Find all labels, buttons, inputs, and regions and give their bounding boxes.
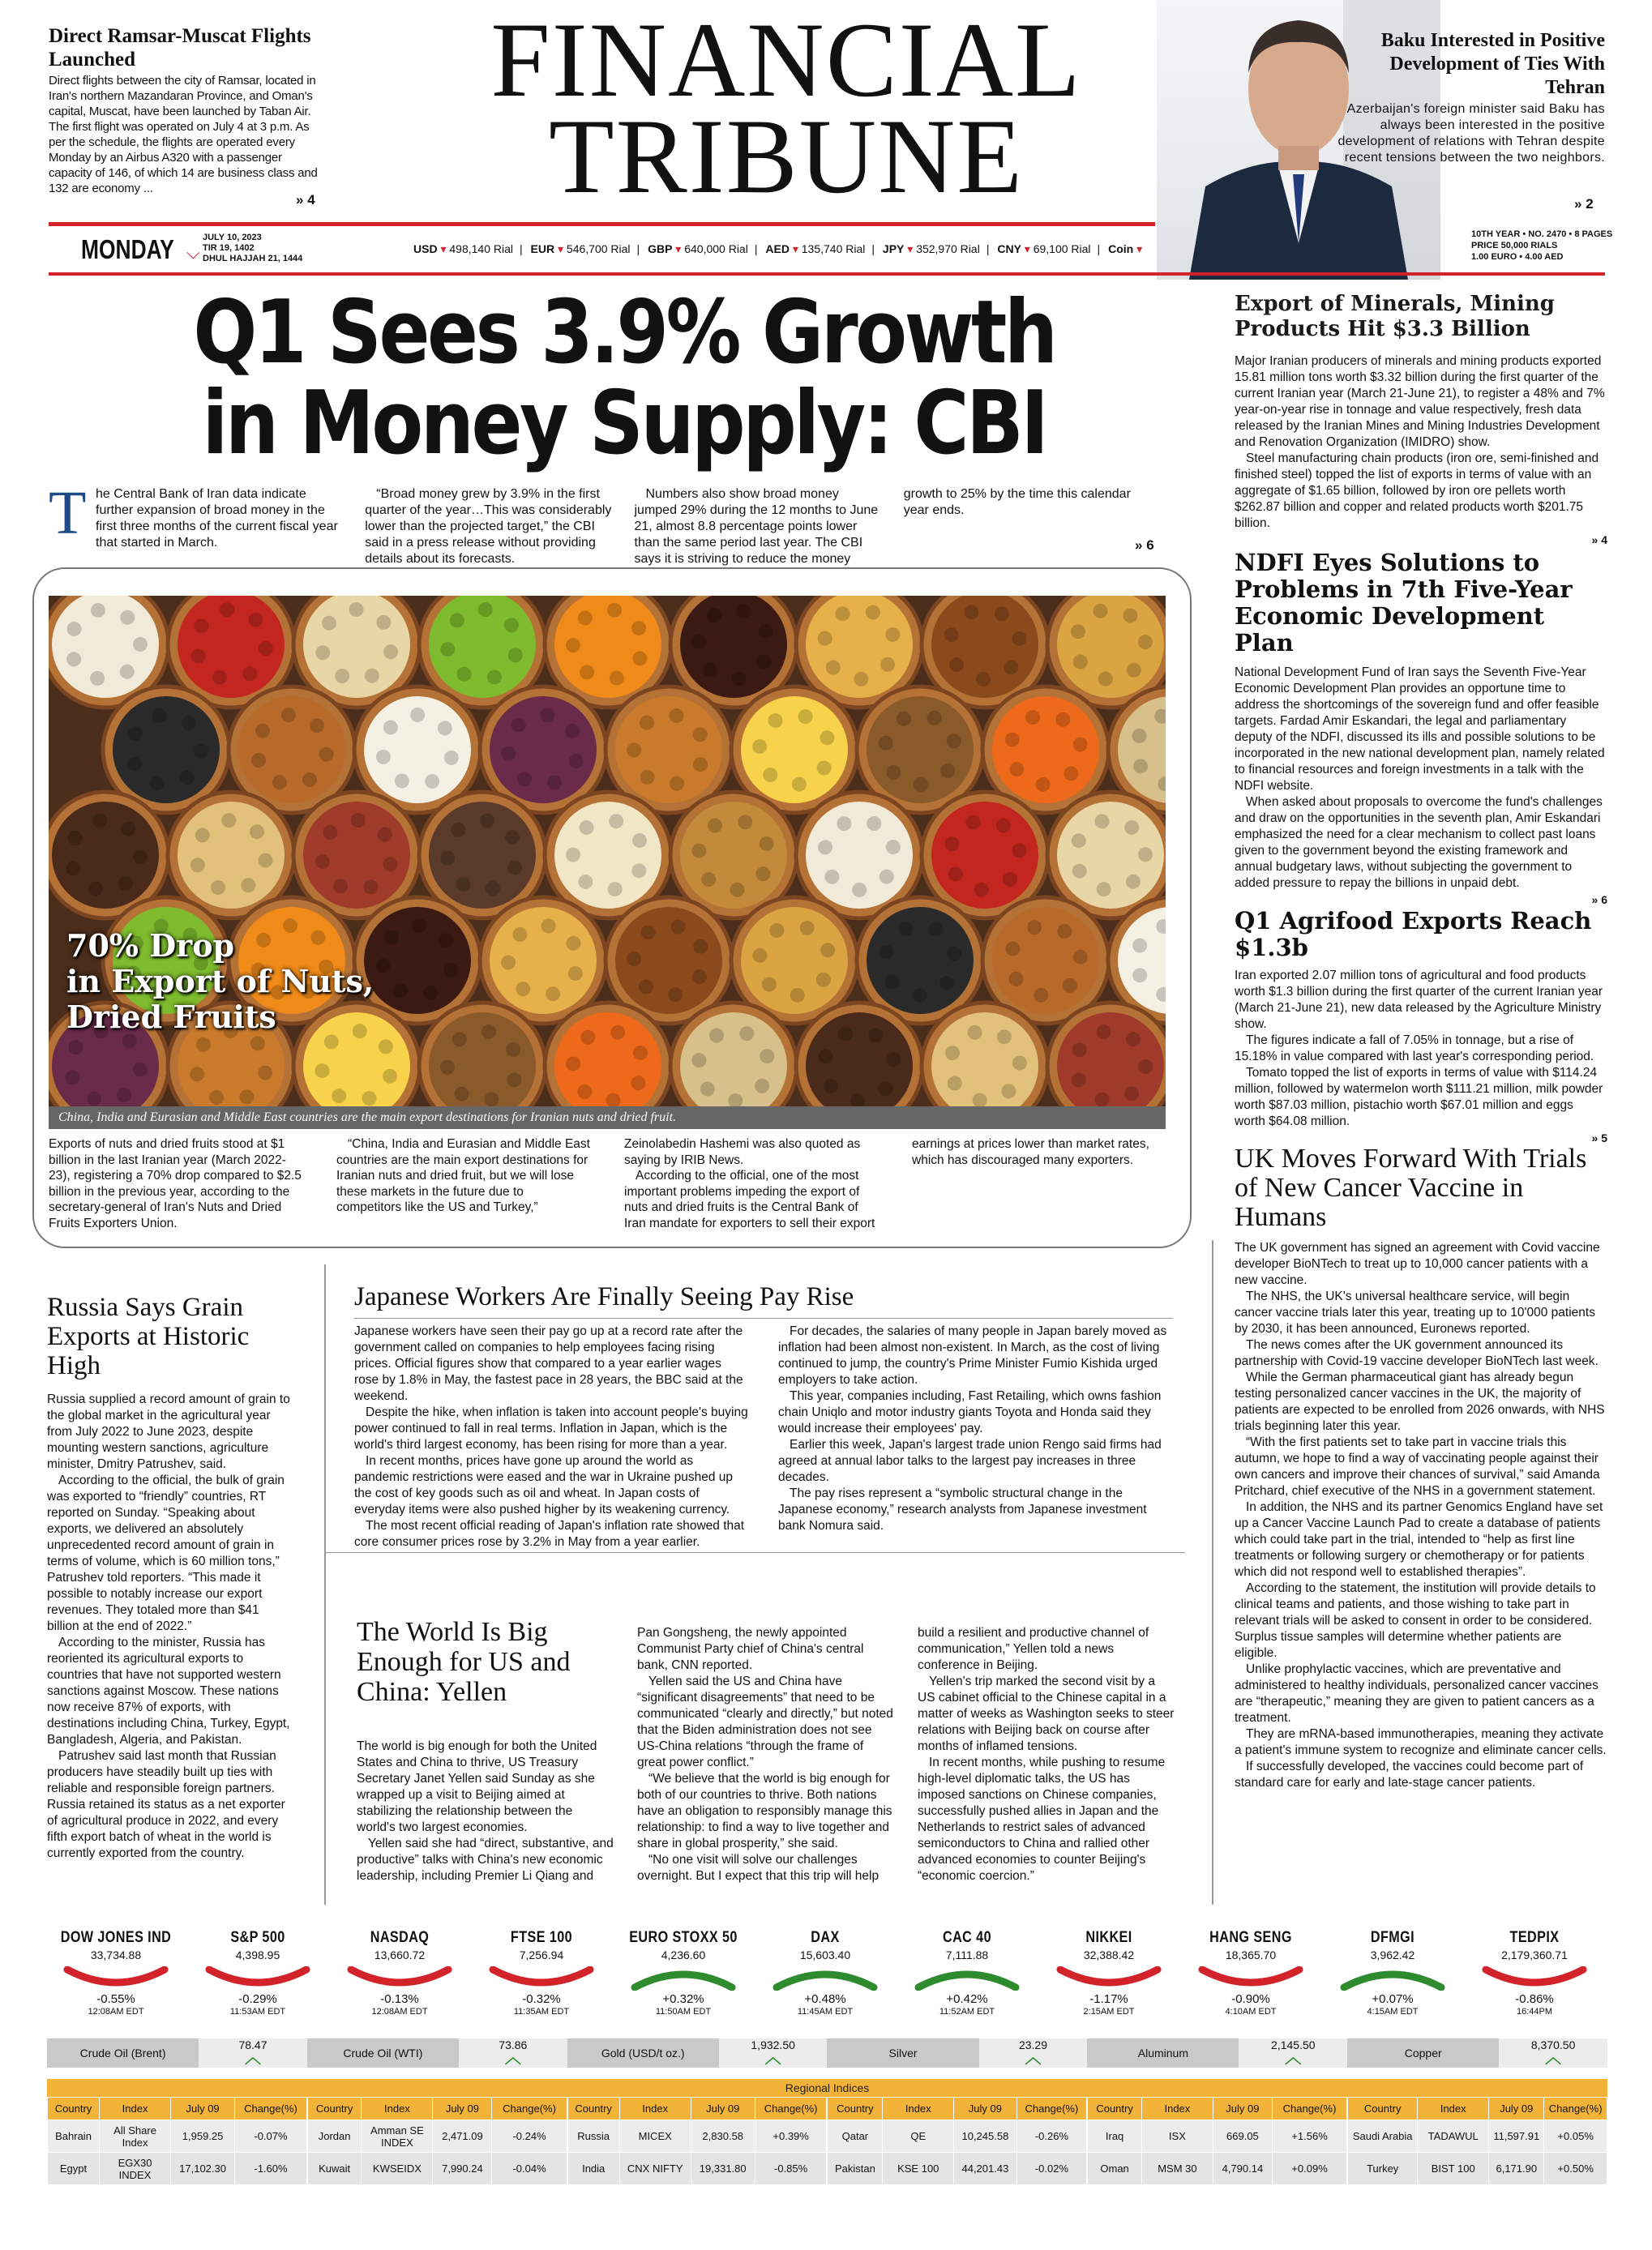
commodity-value-box [459,2038,567,2068]
regional-cell: +0.39% [755,2120,827,2153]
market-name: NASDAQ [370,1929,430,1946]
commodity-value-box [1499,2038,1607,2068]
top-right-teaser [1329,29,1605,166]
commodity-name: Crude Oil (Brent) [47,2038,199,2068]
regional-table [1087,2097,1347,2185]
commodity-name: Crude Oil (WTI) [307,2038,459,2068]
market-name: EURO STOXX 50 [629,1929,738,1946]
nuts-body: Exports of nuts and dried fruits stood at $1 billion in the last Iranian year (March 2022-23), registering a 70% drop compared to $2.5 billion in the previous year, according to the secretary-general of Iran's Nuts and Dried Fruits Exporters Union. “China, India and Eurasian and Middle East countries are the main export destinations for Iranian nuts and dried fruit, but we will lose these markets in the future due to competitors like the US and Turkey,” Zeinolabedin Hashemi was also quoted as saying by IRIB News. According to the official, one of the most important problems impeding the export of nuts and dried fruits is the Central Bank of Iran mandate for exporters to sell their export earnings at prices lower than market rates, which has discouraged many exporters. [49,1137,1149,1230]
market-change: -0.90% [1231,1992,1270,2006]
table-row [828,2120,1087,2153]
date-bar [49,231,1435,272]
regional-header: Index [619,2098,691,2120]
russia-paragraph: Patrushev said last month that Russian producers have steadily built up ties with reliable and responsible foreign partners. Russia retained its status as a net exporter of agricultural produce in 2022, and every fifth export batch of wheat in the world is currently exported from the country. [47,1749,285,1860]
regional-cell: 10,245.58 [954,2120,1016,2153]
regional-header: Change(%) [1544,2098,1607,2120]
regional-cell: Iraq [1088,2120,1142,2153]
regional-header: Index [1141,2098,1213,2120]
table-row [48,2120,307,2153]
table-row [1348,2153,1607,2185]
column-rule [1212,1240,1213,1905]
lead-headline: Q1 Sees 3.9% Growth in Money Supply: CBI [193,282,1055,474]
currency-arrow-icon: ▾ [1133,242,1143,255]
regional-cell: +1.56% [1272,2120,1346,2153]
ndfi-body: National Development Fund of Iran says the Seventh Five-Year Economic Development Plan provides an opportune time to address the shortcomings of the sovereign fund and offer feasible targets. Fardad Amir Eskandari, the legal and parliamentary deputy of the NDFI, discussed its ills and possible solutions to be incorporated in the new national development plan, namely related to financial resources and foreign investments in a talk with the NDFI website. When asked about proposals to overcome the fund's challenges and draw on the opportunities in the seventh plan, Amir Eskandari emphasized the need for a clear mechanism to collect past loans given to the government beyond the existing framework and annual budgetary laws, without subjecting the government to added pressure to repay the billions in unpaid debt. [1235,665,1605,890]
masthead-divider [49,272,1605,276]
logo-line-1: FINANCIAL [490,0,1082,119]
regional-header: Index [1418,2098,1489,2120]
uk-body [1235,1240,1607,1791]
ndfi-title: NDFI Eyes Solutions to Problems in 7th Five-Year Economic Development Plan [1235,549,1573,657]
market-value: 33,734.88 [90,1948,142,1961]
arrow-up-icon [773,1966,878,1991]
regional-cell: -0.24% [492,2120,567,2153]
currency-arrow-icon: ▾ [789,242,802,255]
currency-item: GBP ▾ 640,000 Rial [648,242,748,255]
regional-cell: 19,331.80 [691,2153,755,2185]
currency-arrow-icon: ▾ [1021,242,1034,255]
regional-cell: -0.07% [235,2120,307,2153]
regional-cell: 11,597.91 [1489,2120,1544,2153]
minerals-body: Major Iranian producers of minerals and mining products exported 15.81 million tons worth $3.32 billion during the first quarter of the current Iranian year (March 21-June 21), to register a 48% and 7% year-on-year rise in tonnage and value respectively, fresh data released by the Iranian Mines and Mining Industries Development and Renovation Organization (IMIDRO) show. Steel manufacturing chain products (iron ore, semi-finished and finished steel) topped the list of exports in terms of value with an aggregate of $1.65 billion, followed by iron ore pellets worth $262.87 billion and copper and related products worth $201.75 billion. [1235,354,1605,530]
market-change: +0.42% [946,1992,988,2006]
commodity-item [47,2038,307,2068]
regional-table [307,2097,567,2185]
regional-cell: Oman [1088,2153,1142,2185]
commodity-item [1087,2038,1347,2068]
yellen-paragraph: Yellen said she had “direct, substantive, and productive” talks with China's new economic leadership, including Premier Li Qiang and Pan Gongsheng, the newly appointed Communist Party chief of China's central bank, CNN reported. [357,1626,864,1883]
regional-cell: 4,790.14 [1213,2153,1272,2185]
arrow-up-icon [914,1966,1020,1991]
regional-cell: Pakistan [828,2153,883,2185]
japan-paragraph: Japanese workers have seen their pay go up at a record rate after the government called on companies to help employees facing rising prices. Official figures show that compared to a year earlier wages rose by 1.8% in May, the fastest pace in 28 years, the BBC said at the weekend. [354,1324,743,1403]
day-chevron-icon: ⌵ [186,242,200,263]
commodity-name: Gold (USD/t oz.) [567,2038,719,2068]
russia-paragraph: According to the official, the bulk of grain was exported to “friendly” countries, RT reported on Sunday. “Speaking about exports, we delivered an absolutely unprecedented record amount of grain in terms of volume, which is 60 million tons,” Patrushev told reporters. “This made it possible to notably increase our export revenues. They totaled more than $41 billion at the end of 2022.” [47,1474,285,1633]
regional-header: Country [1088,2098,1142,2120]
japan-paragraph: The most recent official reading of Japan's inflation rate showed that core consumer prices rose by 3.2% in May from a year earlier. [354,1519,745,1549]
market-index [47,1929,185,2017]
market-name: CAC 40 [942,1929,991,1946]
market-value: 7,256.94 [519,1948,564,1961]
russia-paragraph: According to the minister, Russia has reoriented its agricultural exports to countries that have not supported western sanctions against Moscow. These nations now receive 87% of exports, with destinations including China, Turkey, Egypt, Bangladesh, Algeria, and Pakistan. [47,1636,290,1747]
currency-arrow-icon: ▾ [904,242,917,255]
table-row [307,2153,567,2185]
market-time: 4:10AM EDT [1225,2007,1277,2017]
yellen-title: The World Is Big Enough for US and China: Yellen [357,1617,571,1707]
regional-cell: CNX NIFTY [619,2153,691,2185]
currency-item: EUR ▾ 546,700 Rial [530,242,631,255]
right-column [1235,292,1607,1791]
market-name: HANG SENG [1209,1929,1292,1946]
uk-paragraph: If successfully developed, the vaccines could become part of standard care for early and late-stage cancer patients. [1235,1760,1584,1790]
uk-title: UK Moves Forward With Trials of New Cancer Vaccine in Humans [1235,1144,1587,1232]
top-left-teaser [49,24,328,196]
commodity-item [567,2038,828,2068]
regional-cell: ISX [1141,2120,1213,2153]
teaser-title: Baku Interested in Positive Development of Ties With Tehran [1380,30,1605,98]
regional-header: Change(%) [492,2098,567,2120]
currency-item: CNY ▾ 69,100 Rial [997,242,1091,255]
japan-title: Japanese Workers Are Finally Seeing Pay Rise [354,1281,1173,1319]
yellen-paragraph: “No one visit will solve our challenges overnight. But I expect that this trip will help build a resilient and productive channel of communication,” Yellen told a news conference in Beijing. [637,1626,1149,1883]
lead-dropcap: T [49,479,87,547]
regional-cell: -1.60% [235,2153,307,2185]
trend-up-icon: ︿ [1285,2049,1302,2067]
uk-paragraph: According to the statement, the institution will provide details to clinical teams and patients, and those wishing to take part in relevant trials will be asked to consent in order to be considered. Surplus tissue samples will determine whether patients are eligible. [1235,1581,1596,1660]
regional-header: July 09 [691,2098,755,2120]
minerals-page-ref[interactable]: » 4 [1591,533,1607,546]
regional-cell: Egypt [48,2153,100,2185]
regional-table [827,2097,1087,2185]
japan-paragraph: This year, companies including, Fast Retailing, which owns fashion chain Uniqlo and motor industry giants Toyota and Honda said they would increase their employees' pay. [778,1389,1162,1435]
regional-cell: 44,201.43 [954,2153,1016,2185]
market-change: -0.86% [1515,1992,1554,2006]
currency-item: USD ▾ 498,140 Rial [413,242,513,255]
regional-cell: EGX30 INDEX [100,2153,171,2185]
nuts-photo [49,596,1166,1106]
yellen-paragraph: In recent months, while pushing to resume high-level diplomatic talks, the US has imposed sanctions on Chinese companies, successfully pushed allies in Japan and the Netherlands to restrict sales of advanced semiconductors to China and rallied other advanced economies to counter Beijing's “economic coercion.” [918,1756,1166,1883]
regional-cell: 17,102.30 [171,2153,235,2185]
commodity-value: 73.86 [499,2038,528,2051]
market-change: -1.17% [1089,1992,1128,2006]
arrow-up-icon [631,1966,736,1991]
regional-header: July 09 [171,2098,235,2120]
commodity-value-box [979,2038,1088,2068]
table-row [567,2120,827,2153]
yellen-body [357,1625,1175,1884]
arrow-down-icon [1056,1966,1162,1991]
market-name: DOW JONES IND [60,1929,172,1946]
russia-paragraph: Russia supplied a record amount of grain to the global market in the agricultural year from July 2022 to June 2023, despite mounting western sanctions, agriculture minister, Dmitry Patrushev, said. [47,1392,290,1471]
arrow-down-icon [63,1966,169,1991]
arrow-down-icon [1482,1966,1587,1991]
trend-up-icon: ︿ [764,2049,781,2067]
regional-header: Change(%) [235,2098,307,2120]
regional-header: Change(%) [1272,2098,1346,2120]
commodity-item [1347,2038,1607,2068]
market-value: 4,398.95 [235,1948,280,1961]
trend-up-icon: ︿ [244,2049,261,2067]
table-row [1348,2120,1607,2153]
market-value: 15,603.40 [799,1948,851,1961]
commodity-value: 1,932.50 [751,2038,795,2051]
minerals-title: Export of Minerals, Mining Products Hit $3.3 Billion [1235,292,1555,341]
table-row [828,2153,1087,2185]
uk-paragraph: While the German pharmaceutical giant has already begun testing personalized cancer vaccines in the UK, the majority of patients are expected to be enrolled from 2026 onwards, with NHS trials beginning later this year. [1235,1371,1605,1433]
currency-item: AED ▾ 135,740 Rial [765,242,866,255]
yellen-paragraph: Yellen said the US and China have “significant disagreements” that need to be communicated “clearly and directly,” but noted that the Biden administration does not see US-China relations “through the frame of great power conflict.” [637,1675,893,1769]
regional-cell: -0.85% [755,2153,827,2185]
ndfi-page-ref[interactable]: » 6 [1591,893,1607,906]
japan-paragraph: In recent months, prices have gone up around the world as pandemic restrictions were eased and the war in Ukraine pushed up the cost of key goods such as oil and wheat. In Japan costs of everyday items were also pushed higher by its weakening currency. [354,1454,733,1516]
currency-arrow-icon: ▾ [672,242,685,255]
regional-header: Country [48,2098,100,2120]
market-index [473,1929,610,2017]
market-index [331,1929,469,2017]
trend-up-icon: ︿ [504,2049,521,2067]
japan-story [354,1281,1173,1551]
regional-cell: 6,171.90 [1489,2153,1544,2185]
japan-paragraph: Earlier this week, Japan's largest trade union Rengo said firms had agreed at annual labor talks to the largest pay increases in three decades. [778,1438,1162,1484]
japan-paragraph: For decades, the salaries of many people in Japan barely moved as inflation had been almost non-existent. In March, as the cost of living continued to jump, the country's Prime Minister Fumio Kishida urged employers to take action. [778,1324,1167,1387]
arrow-down-icon [347,1966,452,1991]
market-change: +0.32% [662,1992,704,2006]
section-rule [326,1552,1185,1553]
regional-header: July 09 [433,2098,492,2120]
market-time: 16:44PM [1516,2007,1553,2017]
currency-arrow-icon: ▾ [554,242,567,255]
commodity-value: 8,370.50 [1530,2038,1576,2051]
lead-body: he Central Bank of Iran data indicate further expansion of broad money in the first three months of the current fiscal year that started in March. “Broad money grew by 3.9% in the first quarter of the year…This was considerably lower than the projected target,” the CBI said in a press release without providing details about its forecasts. Numbers also show broad money jumped 29% during the 12 months to June 21, almost 8.8 percentage points lower than the same period last year. The CBI says it is striving to reduce the money growth to 25% by the time this calendar year ends. [96,487,1131,566]
commodity-name: Silver [827,2038,978,2068]
masthead-logo [422,0,1151,216]
regional-header: Country [567,2098,619,2120]
market-index [189,1929,327,2017]
commodity-item [307,2038,567,2068]
regional-table [567,2097,828,2185]
market-index [1182,1929,1320,2017]
market-index [614,1929,752,2017]
regional-cell: 7,990.24 [433,2153,492,2185]
regional-header: Change(%) [755,2098,827,2120]
regional-indices [47,2079,1607,2185]
market-name: NIKKEI [1085,1929,1132,1946]
regional-header: July 09 [1213,2098,1272,2120]
market-name: TEDPIX [1509,1929,1560,1946]
uk-paragraph: Unlike prophylactic vaccines, which are preventative and administered to healthy individuals, personalized cancer vaccines are “therapeutic,” meaning they are given to patient cancers as a treatment. [1235,1662,1599,1725]
market-value: 2,179,360.71 [1501,1948,1568,1961]
regional-header: Change(%) [1016,2098,1087,2120]
regional-cell: KWSEIDX [362,2153,433,2185]
uk-paragraph: The UK government has signed an agreement with Covid vaccine developer BioNTech to treat up to 10,000 cancer patients with a new vaccine. [1235,1241,1600,1287]
yellen-headline-spacer [357,1625,614,1739]
arrow-up-icon [1340,1966,1445,1991]
market-time: 12:08AM EDT [88,2007,144,2017]
regional-cell: Bahrain [48,2120,100,2153]
regional-cell: 1,959.25 [171,2120,235,2153]
agrifood-title: Q1 Agrifood Exports Reach $1.3b [1235,907,1592,961]
regional-cell: Russia [567,2120,619,2153]
market-change: -0.55% [96,1992,135,2006]
teaser-page-ref[interactable]: » 4 [296,192,315,207]
commodity-bar [47,2038,1607,2068]
commodity-value: 23.29 [1018,2038,1047,2051]
regional-cell: Kuwait [307,2153,362,2185]
agrifood-page-ref[interactable]: » 5 [1591,1131,1607,1144]
agrifood-body: Iran exported 2.07 million tons of agricultural and food products worth $1.3 billion during the first quarter of the current Iranian year (March 21-June 21), new data released by the Agriculture Ministry show. The figures indicate a fall of 7.05% in tonnage, but a rise of 15.18% in value compared with last year's corresponding period. Tomato topped the list of exports in terms of value with $114.24 million, followed by watermelon worth $111.21 million, milk powder worth $87.03 million, pistachio worth $67.01 million and eggs worth $64.08 million. [1235,969,1603,1128]
market-name: FTSE 100 [510,1929,573,1946]
market-value: 18,365.70 [1225,1948,1277,1961]
currency-ticker: USD ▾ 498,140 Rial | EUR ▾ 546,700 Rial | GBP ▾ 640,000 Rial | AED ▾ 135,740 Rial | JPY ▾ 352,970 Rial | CNY ▾ 69,100 Rial | Coin ▾ [413,242,1143,255]
regional-header: Index [362,2098,433,2120]
commodity-name: Aluminum [1087,2038,1239,2068]
market-change: -0.13% [380,1992,419,2006]
currency-item: Coin ▾ [1108,242,1143,255]
arrow-down-icon [489,1966,594,1991]
regional-cell: BIST 100 [1418,2153,1489,2185]
regional-cell: Saudi Arabia [1348,2120,1418,2153]
market-index [756,1929,894,2017]
regional-cell: India [567,2153,619,2185]
market-name: DAX [811,1929,840,1946]
russia-story [47,1293,290,1862]
japan-paragraph: The pay rises represent a “symbolic structural change in the Japanese economy,” research analysts from Japanese investment bank Nomura said. [778,1486,1147,1533]
date-block: JULY 10, 2023 TIR 19, 1402 DHUL HAJJAH 21, 1444 [203,233,303,263]
commodity-item [827,2038,1087,2068]
regional-cell: Amman SE INDEX [362,2120,433,2153]
market-value: 13,660.72 [374,1948,426,1961]
regional-header: Country [1348,2098,1418,2120]
logo-line-2: TRIBUNE [549,96,1024,216]
japan-paragraph: Despite the hike, when inflation is taken into account people's buying power continued to fall in real terms. Inflation in Japan, which is the world's third largest economy, has been rising for more than a year. [354,1405,748,1452]
market-index [898,1929,1036,2017]
teaser-title: Direct Ramsar-Muscat Flights Launched [49,25,311,71]
yellen-paragraph: The world is big enough for both the United States and China to thrive, US Treasury Secretary Janet Yellen said Sunday as she wrapped up a visit to Beijing aimed at stabilizing the relationship between the world's two largest economies. [357,1739,597,1834]
issue-info: 10TH YEAR • NO. 2470 • 8 PAGES PRICE 50,000 RIALS 1.00 EURO • 4.00 AED [1471,229,1613,262]
market-time: 2:15AM EDT [1083,2007,1135,2017]
yellen-paragraph: “We believe that the world is big enough for both of our countries to thrive. Both nations have an obligation to responsibly manage this relationship: to find a way to live together and share in global prosperity,” she said. [637,1772,892,1850]
commodity-name: Copper [1347,2038,1499,2068]
market-value: 4,236.60 [661,1948,706,1961]
commodity-value-box [719,2038,828,2068]
table-row [48,2153,307,2185]
market-change: +0.48% [804,1992,846,2006]
masthead-divider [49,222,1155,226]
commodity-value: 78.47 [238,2038,267,2051]
currency-item: JPY ▾ 352,970 Rial [882,242,980,255]
teaser-body: Direct flights between the city of Ramsar, located in Iran's northern Mazandaran Province, and Oman's capital, Muscat, have been launched by Taban Air. The first flight was operated on July 4 at 3 p.m. As per the schedule, the flights are operated every Monday by an Airbus A320 with a passenger capacity of 146, of which 14 are business class and 132 are economy ... [49,74,318,195]
market-time: 4:15AM EDT [1367,2007,1419,2017]
market-time: 11:52AM EDT [939,2007,995,2017]
table-row [307,2120,567,2153]
regional-cell: Turkey [1348,2153,1418,2185]
nuts-overlay-title: 70% Drop in Export of Nuts, Dried Fruits [66,927,374,1035]
regional-header: Country [307,2098,362,2120]
market-time: 11:45AM EDT [797,2007,854,2017]
regional-cell: -0.26% [1016,2120,1087,2153]
market-index [1040,1929,1178,2017]
commodity-value-box [1239,2038,1347,2068]
regional-table [47,2097,307,2185]
market-time: 11:35AM EDT [513,2007,570,2017]
regional-cell: MSM 30 [1141,2153,1213,2185]
uk-paragraph: In addition, the NHS and its partner Genomics England have set up a Cancer Vaccine Launch Pad to create a database of patients which could take part in the trial, intended to “help as first line treatments or following surgery or chemotherapy or for patients which did not respond well to established therapies”. [1235,1500,1603,1579]
market-name: S&P 500 [230,1929,285,1946]
regional-cell: TADAWUL [1418,2120,1489,2153]
market-time: 12:08AM EDT [371,2007,428,2017]
regional-header: July 09 [954,2098,1016,2120]
day-label: MONDAY [81,234,174,264]
arrow-down-icon [205,1966,310,1991]
regional-cell: All Share Index [100,2120,171,2153]
market-time: 11:50AM EDT [655,2007,712,2017]
regional-cell: Qatar [828,2120,883,2153]
market-change: +0.07% [1372,1992,1414,2006]
japan-body [354,1324,1173,1551]
regional-cell: -0.02% [1016,2153,1087,2185]
regional-cell: +0.09% [1272,2153,1346,2185]
uk-paragraph: They are mRNA-based immunotherapies, meaning they activate a patient's immune system to recognize and eliminate cancer cells. [1235,1727,1607,1757]
commodity-value: 2,145.50 [1271,2038,1316,2051]
market-name: DFMGI [1370,1929,1415,1946]
trend-up-icon: ︿ [1545,2049,1562,2067]
column-rule [324,1264,326,1905]
currency-arrow-icon: ▾ [437,242,450,255]
commodity-value-box [199,2038,307,2068]
regional-header: Index [883,2098,954,2120]
regional-cell: 2,830.58 [691,2120,755,2153]
russia-body [47,1392,290,1862]
regional-cell: Jordan [307,2120,362,2153]
regional-cell: 2,471.09 [433,2120,492,2153]
market-value: 32,388.42 [1083,1948,1135,1961]
regional-cell: -0.04% [492,2153,567,2185]
regional-cell: KSE 100 [883,2153,954,2185]
nuts-caption: China, India and Eurasian and Middle East countries are the main export destinations for Iranian nuts and dried fruit. [49,1106,1166,1129]
market-index [1324,1929,1462,2017]
market-value: 3,962.42 [1370,1948,1415,1961]
regional-cell: MICEX [619,2120,691,2153]
yellen-paragraph: Yellen's trip marked the second visit by a US cabinet official to the Chinese capital in a matter of weeks as Washington seeks to steer relations with Beijing back on course after months of inflamed tensions. [918,1675,1175,1753]
regional-header: Index [100,2098,171,2120]
regional-cell: 669.05 [1213,2120,1272,2153]
table-row [1088,2120,1347,2153]
regional-header: Country [828,2098,883,2120]
lead-page-ref[interactable]: » 6 [1135,537,1154,553]
market-change: -0.32% [522,1992,561,2006]
teaser-page-ref[interactable]: » 2 [1574,196,1594,212]
russia-title: Russia Says Grain Exports at Historic High [47,1293,250,1380]
market-time: 11:53AM EDT [229,2007,286,2017]
uk-paragraph: The news comes after the UK government announced its partnership with Covid-19 vaccine developer BioNTech last week. [1235,1338,1599,1368]
regional-header: July 09 [1489,2098,1544,2120]
trend-up-icon: ︿ [1025,2049,1042,2067]
regional-cell: +0.50% [1544,2153,1607,2185]
regional-cell: QE [883,2120,954,2153]
table-row [567,2153,827,2185]
regional-title: Regional Indices [47,2079,1607,2097]
teaser-body: Azerbaijan's foreign minister said Baku has always been interested in the positive development of relations with Tehran despite recent tensions between the two neighbors. [1337,102,1605,165]
table-row [1088,2153,1347,2185]
market-change: -0.29% [238,1992,277,2006]
regional-table [1347,2097,1607,2185]
arrow-down-icon [1198,1966,1303,1991]
regional-cell: +0.05% [1544,2120,1607,2153]
uk-paragraph: The NHS, the UK's universal healthcare service, will begin cancer vaccine trials later this year, treating up to 10'000 patients by 2030, it has been announced, Euronews reported. [1235,1290,1595,1336]
market-index [1466,1929,1603,2017]
market-value: 7,111.88 [945,1948,989,1961]
uk-paragraph: “With the first patients set to take part in vaccine trials this autumn, we hope to find a way of vaccinating people against their own cancers and improve their chances of survival,” said Amanda Pritchard, chief executive of the NHS in a government statement. [1235,1435,1600,1498]
